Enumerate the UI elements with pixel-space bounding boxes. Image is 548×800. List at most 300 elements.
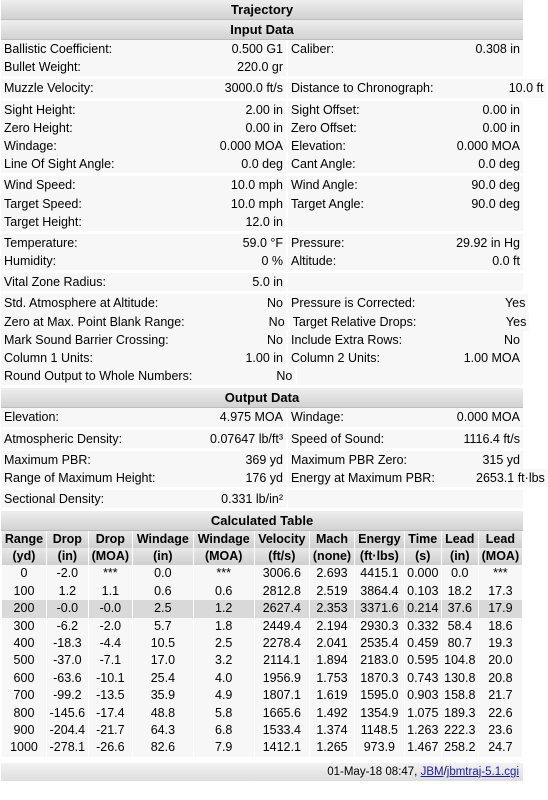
- param-left: [1, 252, 288, 270]
- table-cell: 22.6: [479, 705, 522, 722]
- param-right: [288, 408, 523, 426]
- jbm-link[interactable]: JBM: [420, 765, 444, 778]
- column-header: Range: [2, 531, 46, 548]
- param-label: Target Speed:: [4, 196, 82, 211]
- table-cell: 2.194: [310, 618, 354, 635]
- table-cell: -4.4: [89, 635, 132, 652]
- param-value: [410, 213, 523, 231]
- param-value: 0 %: [261, 254, 283, 269]
- table-cell: 1533.4: [255, 722, 309, 739]
- param-label: Vital Zone Radius:: [4, 275, 106, 290]
- param-left: [1, 408, 288, 426]
- param-label: Bullet Weight:: [4, 60, 81, 75]
- table-cell: 19.3: [479, 635, 522, 652]
- table-cell: 1.2: [194, 600, 254, 617]
- param-label: Sectional Density:: [4, 492, 105, 507]
- column-header: (MOA): [89, 548, 132, 565]
- table-cell: 1354.9: [355, 705, 404, 722]
- column-header: Velocity: [255, 531, 309, 548]
- calculated-table: [1, 531, 523, 756]
- table-cell: 100: [2, 583, 46, 600]
- table-cell: 1807.1: [255, 687, 309, 704]
- param-left: [1, 430, 288, 448]
- param-row: [1, 408, 523, 426]
- param-right: [288, 101, 523, 119]
- column-header: Lead: [442, 531, 478, 548]
- column-header: (in): [133, 548, 193, 565]
- param-value: 29.92 in Hg: [456, 235, 520, 250]
- table-cell: -7.1: [89, 652, 132, 669]
- table-cell: 900: [2, 722, 46, 739]
- table-row: [2, 652, 522, 669]
- param-value: 0.00 in: [482, 120, 520, 135]
- table-cell: 1.374: [310, 722, 354, 739]
- param-value: 0.000 MOA: [456, 410, 520, 425]
- param-left: [1, 195, 288, 213]
- table-row: [2, 600, 522, 617]
- param-right: [288, 155, 523, 173]
- param-row: [1, 252, 523, 270]
- param-right: [288, 176, 523, 194]
- table-cell: 2.693: [310, 565, 354, 582]
- table-cell: 17.3: [479, 583, 522, 600]
- table-cell: 1.8: [194, 618, 254, 635]
- table-cell: 3.2: [194, 652, 254, 669]
- output-data-section: [1, 408, 545, 508]
- param-label: Column 1 Units:: [4, 351, 93, 365]
- table-cell: 4415.1: [355, 565, 404, 582]
- table-row: [2, 687, 522, 704]
- table-cell: 4.9: [194, 687, 254, 704]
- param-label: Sight Offset:: [291, 102, 360, 117]
- param-left: [1, 331, 288, 349]
- table-cell: 1412.1: [255, 739, 309, 756]
- param-label: Maximum PBR:: [4, 452, 91, 467]
- param-left: [1, 40, 288, 58]
- table-cell: 0.0: [442, 565, 478, 582]
- param-value: 0.500 G1: [231, 42, 283, 56]
- table-cell: 5.7: [133, 618, 193, 635]
- param-left: [1, 469, 288, 487]
- param-right: [297, 367, 523, 385]
- param-label: [288, 58, 410, 76]
- param-value: 0.0 deg: [478, 157, 520, 172]
- trajectory-page: [1, 0, 545, 781]
- param-label: Caliber:: [291, 42, 335, 56]
- param-label: Pressure is Corrected:: [291, 296, 416, 311]
- param-row: [1, 294, 526, 312]
- param-row: [1, 349, 523, 367]
- table-cell: 222.3: [442, 722, 478, 739]
- param-left: [1, 101, 288, 119]
- table-cell: 258.2: [442, 739, 478, 756]
- param-value: Yes: [504, 296, 526, 311]
- param-right: [288, 294, 528, 312]
- jbmtraj-link[interactable]: jbmtraj-5.1.cgi: [446, 765, 519, 778]
- table-cell: 0.743: [405, 670, 441, 687]
- param-value: No: [268, 314, 285, 329]
- table-cell: 64.3: [133, 722, 193, 739]
- table-cell: 35.9: [133, 687, 193, 704]
- param-value: [410, 58, 523, 76]
- param-label: Column 2 Units:: [291, 351, 380, 365]
- param-value: 220.0 gr: [237, 60, 283, 75]
- column-header: (ft/s): [255, 548, 309, 565]
- table-cell: -145.6: [47, 705, 88, 722]
- param-label: Pressure:: [291, 235, 345, 250]
- table-cell: 82.6: [133, 739, 193, 756]
- table-cell: 2183.0: [355, 652, 404, 669]
- table-cell: 2.041: [310, 635, 354, 652]
- param-value: 0.331 lb/in²: [221, 492, 283, 507]
- table-cell: 2627.4: [255, 600, 309, 617]
- param-right: [288, 349, 523, 367]
- table-cell: 0: [2, 565, 46, 582]
- param-right: [288, 273, 523, 291]
- param-value: 5.0 in: [252, 275, 283, 290]
- table-row: [2, 583, 522, 600]
- table-cell: 1148.5: [355, 722, 404, 739]
- table-cell: 18.6: [479, 618, 522, 635]
- param-value: 0.0 ft: [492, 254, 520, 269]
- table-cell: 80.7: [442, 635, 478, 652]
- param-label: Muzzle Velocity:: [4, 81, 94, 96]
- table-row: [2, 565, 522, 582]
- column-header: (MOA): [194, 548, 254, 565]
- table-cell: 25.4: [133, 670, 193, 687]
- table-row: [2, 670, 522, 687]
- param-right: [288, 430, 523, 448]
- table-cell: -21.7: [89, 722, 132, 739]
- table-cell: 1.753: [310, 670, 354, 687]
- table-cell: 24.7: [479, 739, 522, 756]
- table-cell: 2.5: [194, 635, 254, 652]
- input-data-header: Input Data: [1, 20, 523, 40]
- param-label: Sight Height:: [4, 102, 76, 117]
- param-label: Windage:: [291, 410, 344, 425]
- table-cell: 17.9: [479, 600, 522, 617]
- param-value: No: [267, 296, 283, 311]
- table-cell: 0.0: [133, 565, 193, 582]
- param-row: [1, 273, 523, 291]
- table-cell: 1665.6: [255, 705, 309, 722]
- param-value: 1.00 MOA: [463, 351, 520, 365]
- column-header: Windage: [133, 531, 193, 548]
- param-right: [288, 58, 523, 76]
- param-value: Yes: [505, 314, 527, 329]
- param-value: 4.975 MOA: [219, 410, 283, 425]
- table-cell: 4.0: [194, 670, 254, 687]
- param-label: [288, 273, 410, 291]
- table-cell: 0.6: [133, 583, 193, 600]
- table-row: [2, 739, 522, 756]
- table-cell: 400: [2, 635, 46, 652]
- column-header: Drop: [89, 531, 132, 548]
- table-cell: 0.332: [405, 618, 441, 635]
- param-value: 1.00 in: [245, 351, 283, 365]
- param-row: [1, 451, 523, 469]
- param-row: [1, 58, 523, 76]
- param-label: Zero at Max. Point Blank Range:: [4, 314, 185, 329]
- param-value: No: [276, 369, 293, 384]
- param-label: [297, 367, 410, 385]
- param-row: [1, 101, 523, 119]
- param-value: [410, 273, 523, 291]
- table-cell: 800: [2, 705, 46, 722]
- param-value: [410, 490, 523, 508]
- table-cell: 158.8: [442, 687, 478, 704]
- column-header: Energy: [355, 531, 404, 548]
- param-row: [1, 155, 523, 173]
- param-label: Altitude:: [291, 254, 337, 269]
- table-cell: 3006.6: [255, 565, 309, 582]
- table-cell: -13.5: [89, 687, 132, 704]
- param-label: Wind Angle:: [291, 178, 358, 193]
- param-right: [290, 313, 530, 331]
- param-right: [288, 79, 546, 97]
- table-cell: 3371.6: [355, 600, 404, 617]
- table-cell: 10.5: [133, 635, 193, 652]
- param-right: [288, 469, 548, 487]
- param-value: 2.00 in: [245, 102, 283, 117]
- param-value: 176 yd: [245, 470, 283, 485]
- table-cell: 2535.4: [355, 635, 404, 652]
- param-label: Ballistic Coefficient:: [4, 42, 113, 56]
- param-value: 2653.1 ft·lbs: [476, 470, 545, 485]
- table-cell: 1000: [2, 739, 46, 756]
- table-cell: 37.6: [442, 600, 478, 617]
- table-cell: ***: [479, 565, 522, 582]
- table-cell: 2812.8: [255, 583, 309, 600]
- param-row: [1, 79, 544, 97]
- param-value: 0.00 in: [245, 120, 283, 135]
- param-label: Round Output to Whole Numbers:: [4, 369, 193, 384]
- param-value: [410, 367, 523, 385]
- table-cell: -2.0: [47, 565, 88, 582]
- param-value: 0.07647 lb/ft³: [210, 431, 283, 446]
- table-cell: 1.2: [47, 583, 88, 600]
- table-cell: 1.075: [405, 705, 441, 722]
- param-row: [1, 195, 523, 213]
- table-cell: 1870.3: [355, 670, 404, 687]
- table-row: [2, 635, 522, 652]
- table-cell: 0.6: [194, 583, 254, 600]
- table-cell: 0.459: [405, 635, 441, 652]
- calculated-table-header: Calculated Table: [1, 511, 523, 531]
- param-value: 10.0 ft: [508, 81, 544, 96]
- param-label: Std. Atmosphere at Altitude:: [4, 296, 159, 311]
- param-row: [1, 469, 545, 487]
- param-label: Maximum PBR Zero:: [291, 452, 407, 467]
- param-label: Target Relative Drops:: [292, 314, 417, 329]
- param-right: [288, 119, 523, 137]
- table-cell: 1.894: [310, 652, 354, 669]
- param-label: Zero Height:: [4, 120, 73, 135]
- table-cell: 500: [2, 652, 46, 669]
- param-value: 3000.0 ft/s: [224, 81, 283, 96]
- column-header: (in): [47, 548, 88, 565]
- param-label: Line Of Sight Angle:: [4, 157, 115, 172]
- param-left: [1, 349, 288, 367]
- param-row: [1, 490, 523, 508]
- param-value: 0.308 in: [475, 42, 520, 56]
- param-label: Elevation:: [4, 410, 59, 425]
- param-row: [1, 137, 523, 155]
- footer-date: 01-May-18 08:47,: [327, 765, 418, 778]
- param-right: [288, 195, 523, 213]
- param-left: [1, 451, 288, 469]
- table-cell: 973.9: [355, 739, 404, 756]
- table-cell: 21.7: [479, 687, 522, 704]
- param-left: [1, 58, 288, 76]
- param-value: 315 yd: [482, 452, 520, 467]
- param-label: Target Height:: [4, 214, 82, 229]
- param-left: [1, 367, 297, 385]
- column-header: (ft·lbs): [355, 548, 404, 565]
- param-value: No: [267, 332, 283, 347]
- param-label: Speed of Sound:: [291, 431, 385, 446]
- table-cell: 0.903: [405, 687, 441, 704]
- param-left: [1, 213, 288, 231]
- table-cell: 2449.4: [255, 618, 309, 635]
- table-cell: 1.263: [405, 722, 441, 739]
- column-header: Windage: [194, 531, 254, 548]
- table-cell: 17.0: [133, 652, 193, 669]
- table-cell: 0.595: [405, 652, 441, 669]
- param-value: 0.0 deg: [241, 157, 283, 172]
- table-cell: 1.467: [405, 739, 441, 756]
- table-row: [2, 618, 522, 635]
- table-cell: -278.1: [47, 739, 88, 756]
- param-row: [1, 234, 523, 252]
- param-value: 90.0 deg: [471, 196, 520, 211]
- param-label: [288, 490, 410, 508]
- table-cell: 0.214: [405, 600, 441, 617]
- column-header: (yd): [2, 548, 46, 565]
- param-left: [1, 490, 288, 508]
- table-cell: -63.6: [47, 670, 88, 687]
- table-cell: 130.8: [442, 670, 478, 687]
- column-header: (none): [310, 548, 354, 565]
- table-cell: -26.6: [89, 739, 132, 756]
- table-cell: ***: [194, 565, 254, 582]
- table-cell: 20.0: [479, 652, 522, 669]
- table-cell: 1.265: [310, 739, 354, 756]
- footer: [1, 763, 523, 781]
- column-header: Drop: [47, 531, 88, 548]
- param-right: [288, 331, 523, 349]
- table-cell: 20.8: [479, 670, 522, 687]
- table-cell: ***: [89, 565, 132, 582]
- table-cell: 2930.3: [355, 618, 404, 635]
- table-cell: 1.619: [310, 687, 354, 704]
- param-label: Elevation:: [291, 138, 346, 153]
- column-header: Time: [405, 531, 441, 548]
- param-left: [1, 79, 288, 97]
- param-left: [1, 137, 288, 155]
- table-cell: 2.353: [310, 600, 354, 617]
- column-header: (MOA): [479, 548, 522, 565]
- table-row: [2, 722, 522, 739]
- param-value: No: [504, 332, 520, 347]
- table-cell: -2.0: [89, 618, 132, 635]
- param-label: Temperature:: [4, 235, 78, 250]
- table-cell: -0.0: [89, 600, 132, 617]
- table-cell: -0.0: [47, 600, 88, 617]
- param-row: [1, 430, 523, 448]
- table-cell: 2114.1: [255, 652, 309, 669]
- table-cell: 23.6: [479, 722, 522, 739]
- param-row: [1, 367, 523, 385]
- column-header: (in): [442, 548, 478, 565]
- table-cell: 200: [2, 600, 46, 617]
- table-cell: 7.9: [194, 739, 254, 756]
- table-cell: -204.4: [47, 722, 88, 739]
- column-header: (s): [405, 548, 441, 565]
- table-cell: -99.2: [47, 687, 88, 704]
- table-cell: 700: [2, 687, 46, 704]
- param-label: Wind Speed:: [4, 178, 76, 193]
- param-left: [1, 155, 288, 173]
- param-left: [1, 119, 288, 137]
- param-left: [1, 313, 290, 331]
- param-value: 369 yd: [245, 452, 283, 467]
- table-cell: 1.492: [310, 705, 354, 722]
- table-cell: 0.000: [405, 565, 441, 582]
- table-cell: 1595.0: [355, 687, 404, 704]
- input-data-section: [1, 40, 544, 385]
- table-cell: 300: [2, 618, 46, 635]
- footer-separator: /: [443, 765, 447, 778]
- table-cell: 2278.4: [255, 635, 309, 652]
- param-label: Energy at Maximum PBR:: [291, 470, 435, 485]
- param-right: [288, 213, 523, 231]
- param-right: [288, 234, 523, 252]
- param-left: [1, 294, 288, 312]
- param-right: [288, 252, 523, 270]
- output-data-header: Output Data: [1, 388, 523, 408]
- param-right: [288, 40, 523, 58]
- table-row: [2, 705, 522, 722]
- param-value: 90.0 deg: [471, 178, 520, 193]
- table-cell: -10.1: [89, 670, 132, 687]
- table-cell: 2.519: [310, 583, 354, 600]
- param-left: [1, 273, 288, 291]
- column-header: Mach: [310, 531, 354, 548]
- param-label: Zero Offset:: [291, 120, 357, 135]
- column-header: Lead: [479, 531, 522, 548]
- table-cell: 5.8: [194, 705, 254, 722]
- table-cell: 189.3: [442, 705, 478, 722]
- param-label: Humidity:: [4, 254, 57, 269]
- table-cell: 0.103: [405, 583, 441, 600]
- param-value: 59.0 °F: [242, 235, 283, 250]
- table-cell: 104.8: [442, 652, 478, 669]
- table-header-row: [2, 531, 522, 548]
- param-right: [288, 137, 523, 155]
- param-label: Atmospheric Density:: [4, 431, 123, 446]
- param-left: [1, 176, 288, 194]
- param-label: Range of Maximum Height:: [4, 470, 156, 485]
- table-cell: -6.2: [47, 618, 88, 635]
- table-cell: 1.1: [89, 583, 132, 600]
- param-value: 0.000 MOA: [219, 138, 283, 153]
- param-label: Cant Angle:: [291, 157, 356, 172]
- table-cell: 18.2: [442, 583, 478, 600]
- param-value: 0.000 MOA: [456, 138, 520, 153]
- table-cell: -17.4: [89, 705, 132, 722]
- table-cell: 6.8: [194, 722, 254, 739]
